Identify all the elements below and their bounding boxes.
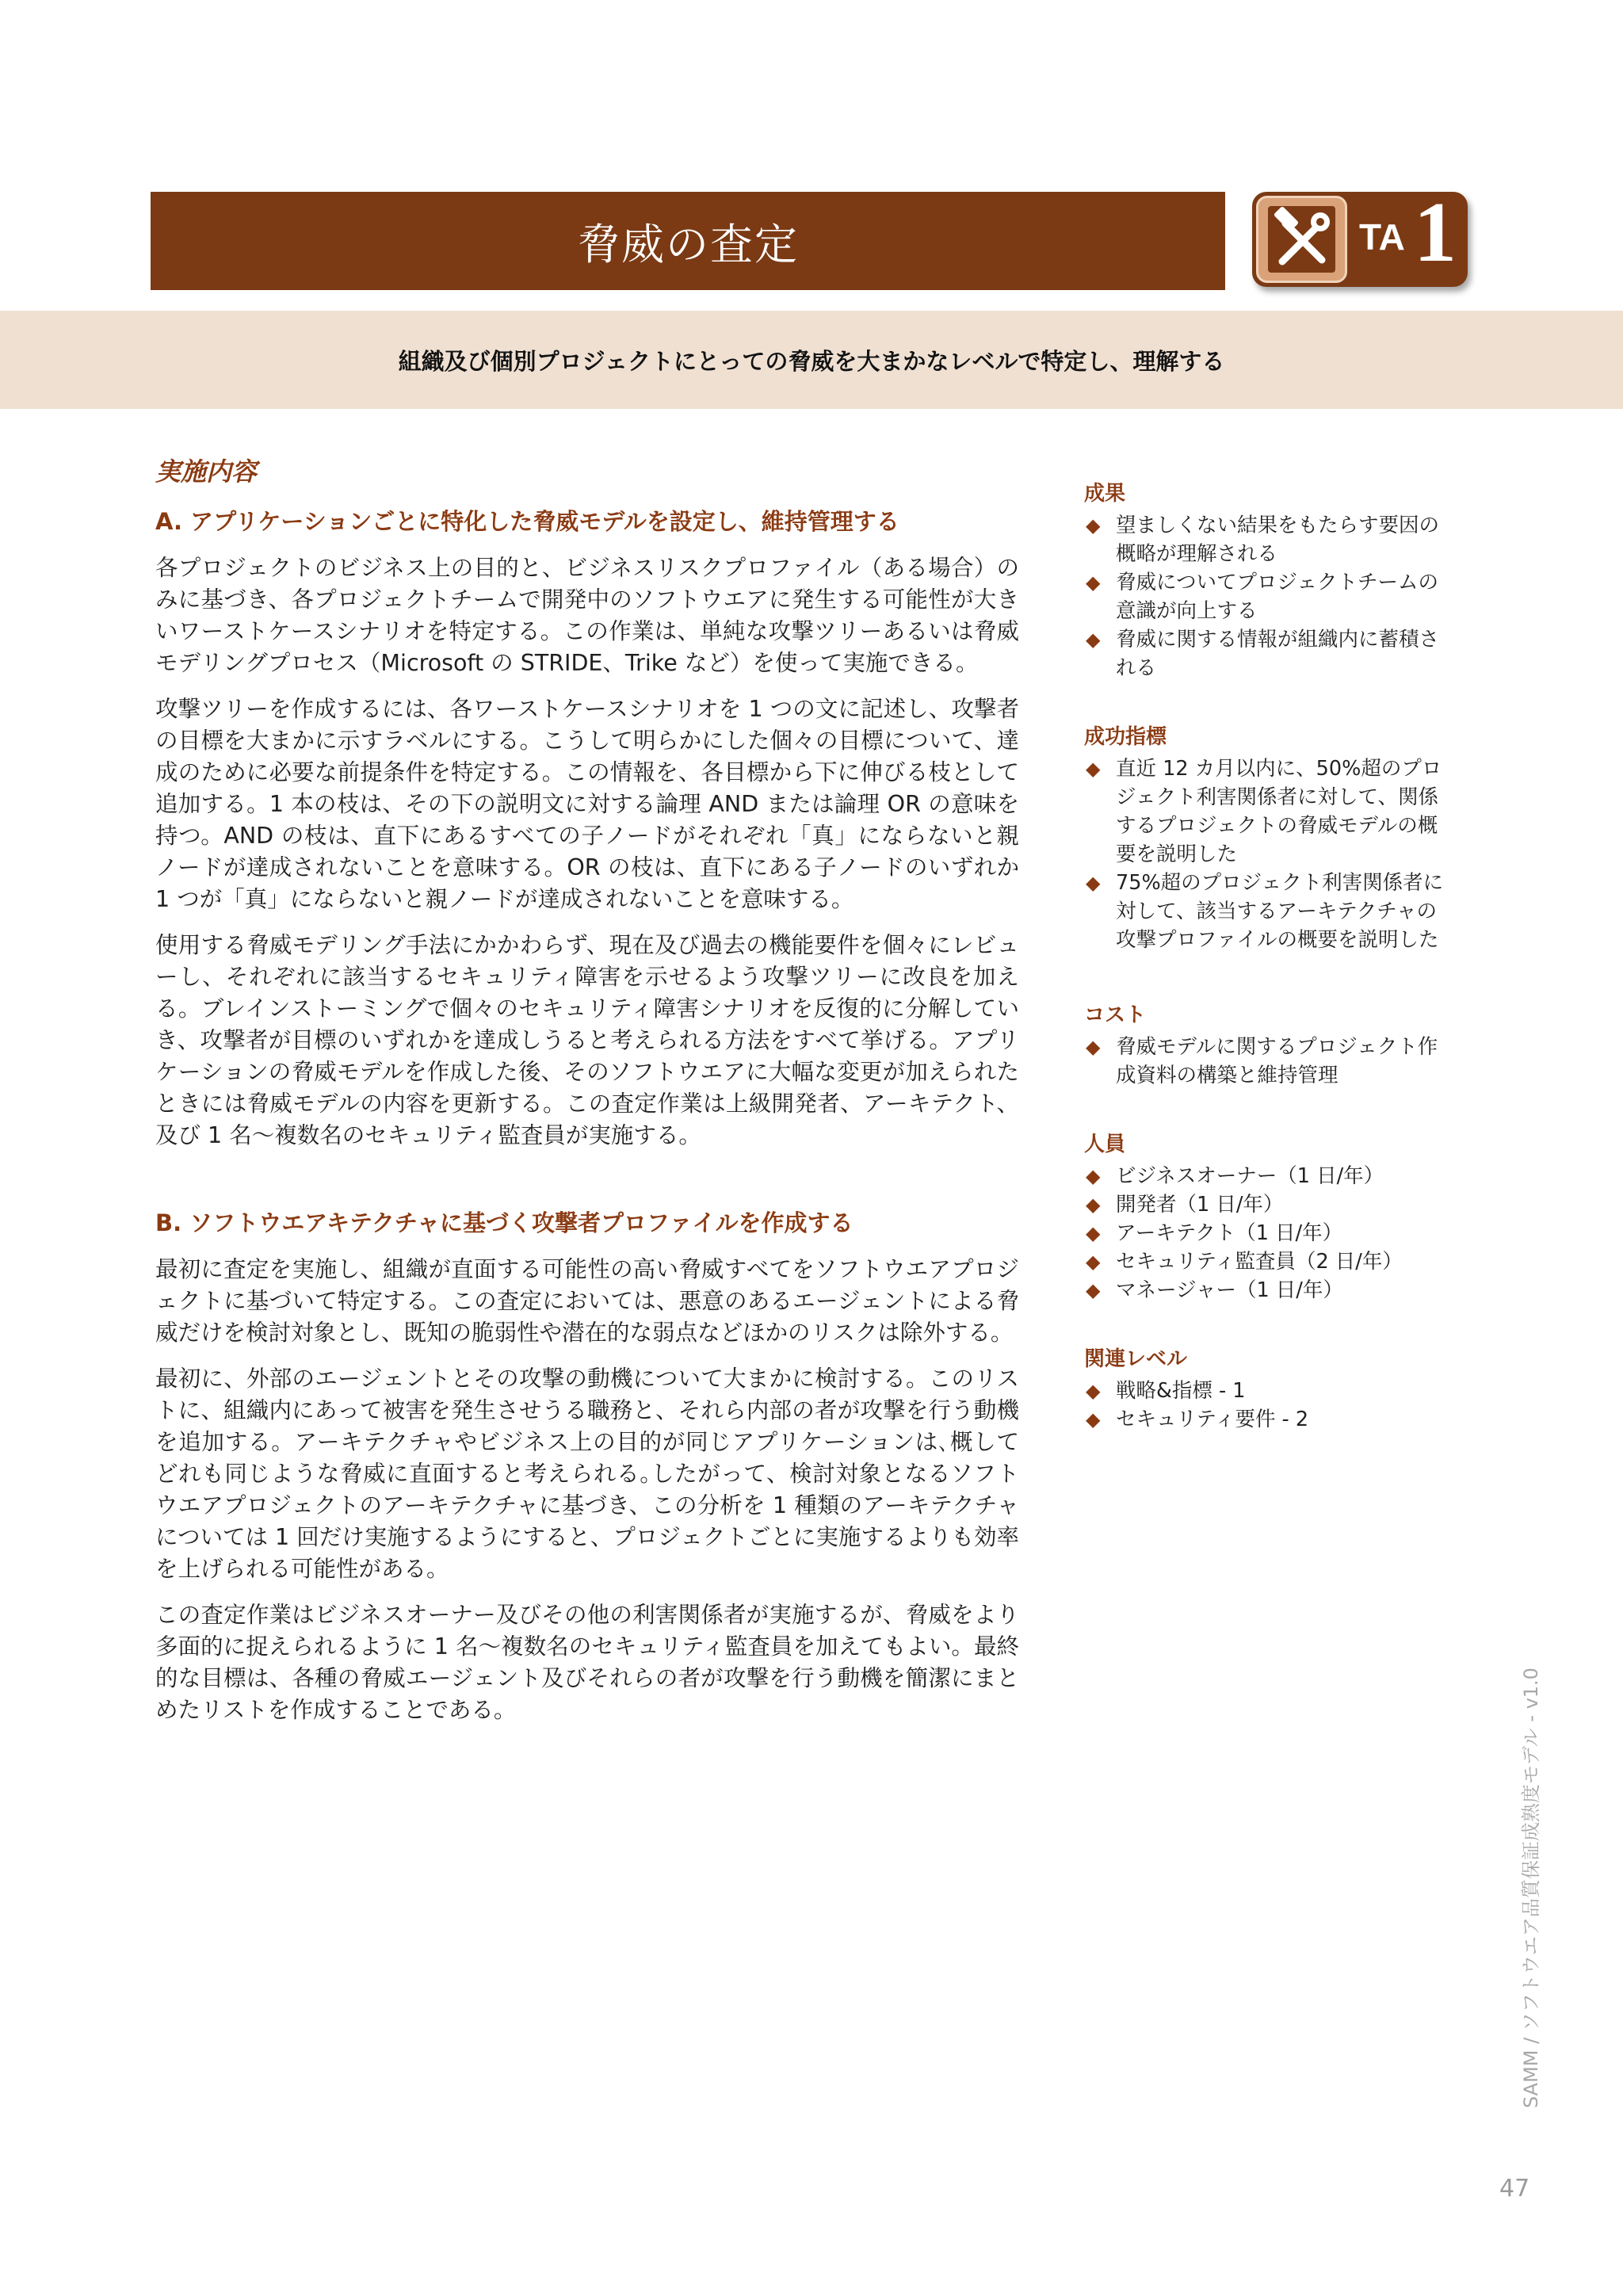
vertical-footer-text: SAMM / ソフトウエア品質保証成熟度モデル - v1.0	[1520, 1668, 1542, 2108]
list-item: ◆ 望ましくない結果をもたらす要因の概略が理解される	[1084, 511, 1457, 568]
diamond-bullet-icon: ◆	[1086, 1408, 1101, 1431]
practice-badge	[1252, 185, 1468, 287]
personnel-section	[1084, 1128, 1457, 1305]
badge-level: 1	[1414, 185, 1457, 280]
related-levels-section	[1084, 1343, 1457, 1434]
diamond-bullet-icon: ◆	[1086, 872, 1101, 894]
diamond-bullet-icon: ◆	[1086, 1036, 1101, 1058]
diamond-bullet-icon: ◆	[1086, 514, 1101, 537]
activity-b-paragraph: 最初に査定を実施し、組織が直面する可能性の高い脅威すべてをソフトウエアプロジェクトに基づいて特定する。この査定においては、悪意のあるエージェントによる脅威だけを検討対象とし、既知の脆弱性や潜在的な弱点などほかのリスクは除外する。	[155, 1256, 1019, 1346]
activity-b-paragraph: この査定作業はビジネスオーナー及びその他の利害関係者が実施するが、脅威をより多面的に捉えられるように 1 名〜複数名のセキュリティ監査員を加えてもよい。最終的な目標は、各種の脅威エージェント及びそれらの者が攻撃を行う動機を簡潔にまとめたリストを作成することである。	[155, 1602, 1019, 1723]
diamond-bullet-icon: ◆	[1086, 628, 1101, 651]
success-metrics-heading: 成功指標	[1084, 725, 1167, 749]
list-item: ◆ 直近 12 カ月以内に、50%超のプロジェクト利害関係者に対して、関係するプロジェクトの脅威モデルの概要を説明した	[1084, 755, 1457, 869]
success-metrics-section	[1084, 720, 1457, 954]
list-item: ◆ 脅威に関する情報が組織内に蓄積される	[1084, 625, 1457, 682]
list-item: ◆ セキュリティ監査員（2 日/年）	[1084, 1247, 1457, 1276]
objective-band	[0, 311, 1623, 409]
activity-a-paragraph: 攻撃ツリーを作成するには、各ワーストケースシナリオを 1 つの文に記述し、攻撃者の目標を大まかに示すラベルにする。こうして明らかにした個々の目標について、達成のために必要な前提条件を特定する。この情報を、各目標から下に伸びる枝として追加する。1 本の枝は、その下の説明文に対する論理 AND または論理 OR の意味を持つ。AND の枝は、直下にあるすべての子ノードがそれぞれ「真」にならないと親ノードが達成されないことを意味する。OR の枝は、直下にある子ノードのいずれか 1 つが「真」にならないと親ノードが達成されないことを意味する。	[155, 696, 1019, 912]
diamond-bullet-icon: ◆	[1086, 1194, 1101, 1216]
personnel-heading: 人員	[1084, 1133, 1126, 1156]
results-section	[1084, 477, 1457, 682]
main-content	[155, 452, 1019, 1740]
cost-heading: コスト	[1084, 1003, 1147, 1027]
activity-a-paragraph: 各プロジェクトのビジネス上の目的と、ビジネスリスクプロファイル（ある場合）のみに基づき、各プロジェクトチームで開発中のソフトウエアに発生する可能性が大きいワーストケースシナリオを特定する。この作業は、単純な攻撃ツリーあるいは脅威モデリングプロセス（Microsoft の STRIDE、Trike など）を使って実施できる。	[155, 555, 1019, 676]
page-number: 47	[1499, 2175, 1530, 2202]
section-heading: 実施内容	[155, 457, 258, 487]
activity-b-paragraph: 最初に、外部のエージェントとその攻撃の動機について大まかに検討する。このリストに、組織内にあって被害を発生させうる職務と、それら内部の者が攻撃を行う動機を追加する。アーキテクチャやビジネス上の目的が同じアプリケーションは､概してどれも同じような脅威に直面すると考えられる｡したがって、検討対象となるソフトウエアプロジェクトのアーキテクチャに基づき、この分析を 1 種類のアーキテクチャについては 1 回だけ実施するようにすると、プロジェクトごとに実施するよりも効率を上げられる可能性がある。	[155, 1366, 1019, 1582]
list-item: ◆ マネージャー（1 日/年）	[1084, 1276, 1457, 1305]
results-heading: 成果	[1084, 482, 1126, 506]
list-item: ◆ セキュリティ要件 - 2	[1084, 1405, 1457, 1434]
page-title-bar	[151, 192, 1225, 290]
list-item: ◆ 脅威についてプロジェクトチームの意識が向上する	[1084, 568, 1457, 625]
hammer-wrench-icon	[1268, 206, 1335, 273]
list-item: ◆ ビジネスオーナー（1 日/年）	[1084, 1162, 1457, 1190]
cost-section	[1084, 999, 1457, 1090]
icon-frame	[1256, 196, 1347, 283]
related-levels-heading: 関連レベル	[1084, 1347, 1188, 1371]
activity-a-paragraph: 使用する脅威モデリング手法にかかわらず、現在及び過去の機能要件を個々にレビューし、それぞれに該当するセキュリティ障害を示せるよう攻撃ツリーに改良を加える。ブレインストーミングで個々のセキュリティ障害シナリオを反復的に分解していき、攻撃者が目標のいずれかを達成しうると考えられる方法をすべて挙げる。アプリケーションの脅威モデルを作成した後、そのソフトウエアに大幅な変更が加えられたときには脅威モデルの内容を更新する。この査定作業は上級開発者、アーキテクト、及び 1 名〜複数名のセキュリティ監査員が実施する。	[155, 932, 1019, 1148]
diamond-bullet-icon: ◆	[1086, 1222, 1101, 1244]
diamond-bullet-icon: ◆	[1086, 571, 1101, 594]
objective-text: 組織及び個別プロジェクトにとっての脅威を大まかなレベルで特定し、理解する	[398, 347, 1225, 375]
list-item: ◆ 75%超のプロジェクト利害関係者に対して、該当するアーキテクチャの攻撃プロファイルの概要を説明した	[1084, 869, 1457, 954]
list-item: ◆ アーキテクト（1 日/年）	[1084, 1219, 1457, 1247]
activity-a-title: A. アプリケーションごとに特化した脅威モデルを設定し、維持管理する	[155, 508, 899, 535]
sidebar	[1084, 477, 1457, 1451]
list-item: ◆ 脅威モデルに関するプロジェクト作成資料の構築と維持管理	[1084, 1033, 1457, 1090]
diamond-bullet-icon: ◆	[1086, 1165, 1101, 1187]
page-title: 脅威の査定	[577, 219, 799, 269]
list-item: ◆ 戦略&指標 - 1	[1084, 1377, 1457, 1405]
diamond-bullet-icon: ◆	[1086, 1380, 1101, 1402]
diamond-bullet-icon: ◆	[1086, 1279, 1101, 1301]
badge-code: TA	[1359, 216, 1405, 258]
activity-b-title: B. ソフトウエアキテクチャに基づく攻撃者プロファイルを作成する	[155, 1209, 854, 1236]
list-item: ◆ 開発者（1 日/年）	[1084, 1190, 1457, 1219]
diamond-bullet-icon: ◆	[1086, 1251, 1101, 1273]
diamond-bullet-icon: ◆	[1086, 758, 1101, 780]
